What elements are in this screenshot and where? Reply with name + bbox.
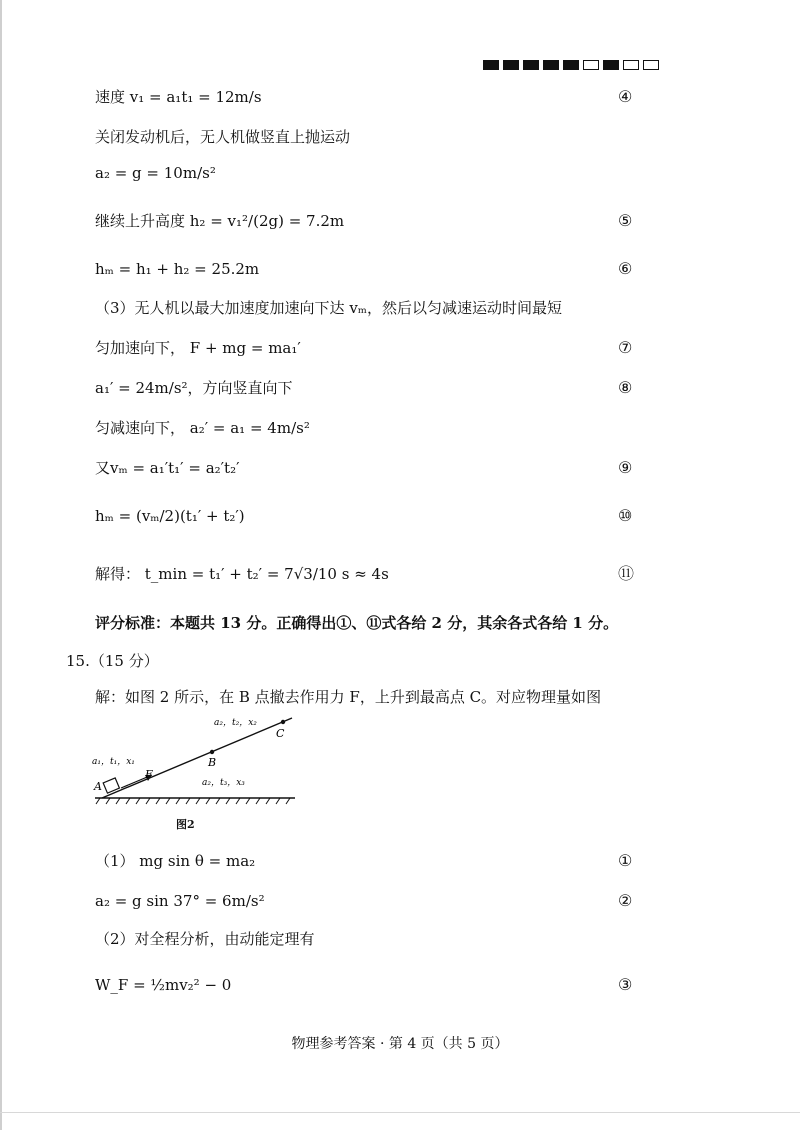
header-mark-4	[543, 60, 559, 70]
equation-part1: （1） mg sin θ = ma₂	[95, 852, 256, 870]
part-3-text: （3）无人机以最大加速度加速向下达 vₘ，然后以匀减速运动时间最短	[95, 299, 562, 317]
page-footer: 物理参考答案 · 第 4 页（共 5 页）	[291, 1036, 509, 1052]
figure-2-caption: 图2	[176, 818, 195, 831]
equation-number-1: ①	[618, 851, 633, 870]
equation-number-4: ④	[618, 87, 633, 106]
equation-accel-down: 匀加速向下， F + mg = ma₁′	[95, 339, 301, 357]
equation-h2: 继续上升高度 h₂ = v₁²/(2g) = 7.2m	[95, 212, 345, 230]
equation-number-10: ⑩	[618, 506, 633, 525]
equation-number-7: ⑦	[618, 338, 633, 357]
scoring-criteria: 评分标准：本题共 13 分。正确得出①、⑪式各给 2 分，其余各式各给 1 分。	[95, 614, 619, 632]
equation-v1: 速度 v₁ = a₁t₁ = 12m/s	[95, 88, 262, 106]
label-point-b: B	[208, 756, 217, 769]
equation-number-8: ⑧	[618, 378, 633, 397]
page-left-edge	[0, 0, 2, 1130]
label-point-c: C	[276, 727, 285, 740]
point-c-dot	[281, 720, 285, 724]
header-mark-8	[623, 60, 639, 70]
label-force-f: F	[145, 768, 153, 781]
equation-number-2: ②	[618, 891, 633, 910]
point-b-dot	[210, 750, 214, 754]
label-point-a: A	[94, 780, 102, 793]
label-left-quantities: a₁，t₁，x₁	[92, 757, 135, 767]
equation-decel-down: 匀减速向下， a₂′ = a₁ = 4m/s²	[95, 419, 310, 437]
equation-a2: a₂ = g = 10m/s²	[95, 164, 216, 182]
equation-vm: 又vₘ = a₁′t₁′ = a₂′t₂′	[95, 459, 240, 477]
equation-number-6: ⑥	[618, 259, 633, 278]
equation-number-3: ③	[618, 975, 633, 994]
header-mark-5	[563, 60, 579, 70]
header-mark-1	[483, 60, 499, 70]
ground-hatching	[96, 798, 290, 804]
equation-number-9: ⑨	[618, 458, 633, 477]
equation-a2-incline: a₂ = g sin 37° = 6m/s²	[95, 892, 265, 910]
header-marks	[483, 60, 659, 70]
header-mark-3	[523, 60, 539, 70]
equation-number-5: ⑤	[618, 211, 633, 230]
label-bottom-quantities: a₂，t₃，x₃	[202, 778, 245, 788]
header-mark-9	[643, 60, 659, 70]
part-2-text: （2）对全程分析，由动能定理有	[95, 930, 315, 948]
block	[103, 778, 119, 793]
header-mark-2	[503, 60, 519, 70]
question-15-header: 15.（15 分）	[66, 652, 159, 670]
equation-tmin: 解得： t_min = t₁′ + t₂′ = 7√3/10 s ≈ 4s	[95, 565, 389, 583]
header-mark-6	[583, 60, 599, 70]
page-bottom-edge	[0, 1112, 800, 1113]
equation-number-11: ⑪	[618, 564, 635, 583]
equation-hm-avg: hₘ = (vₘ/2)(t₁′ + t₂′)	[95, 507, 245, 525]
text-vertical-throw: 关闭发动机后，无人机做竖直上抛运动	[95, 128, 351, 146]
equation-hm: hₘ = h₁ + h₂ = 25.2m	[95, 260, 260, 278]
equation-a1-prime: a₁′ = 24m/s²，方向竖直向下	[95, 379, 293, 397]
label-top-quantities: a₂，t₂，x₂	[214, 718, 257, 728]
equation-work-energy: W_F = ½mv₂² − 0	[95, 976, 232, 994]
question-15-intro: 解：如图 2 所示，在 B 点撤去作用力 F，上升到最高点 C。对应物理量如图	[95, 688, 602, 706]
header-mark-7	[603, 60, 619, 70]
figure-2-incline	[90, 708, 305, 812]
